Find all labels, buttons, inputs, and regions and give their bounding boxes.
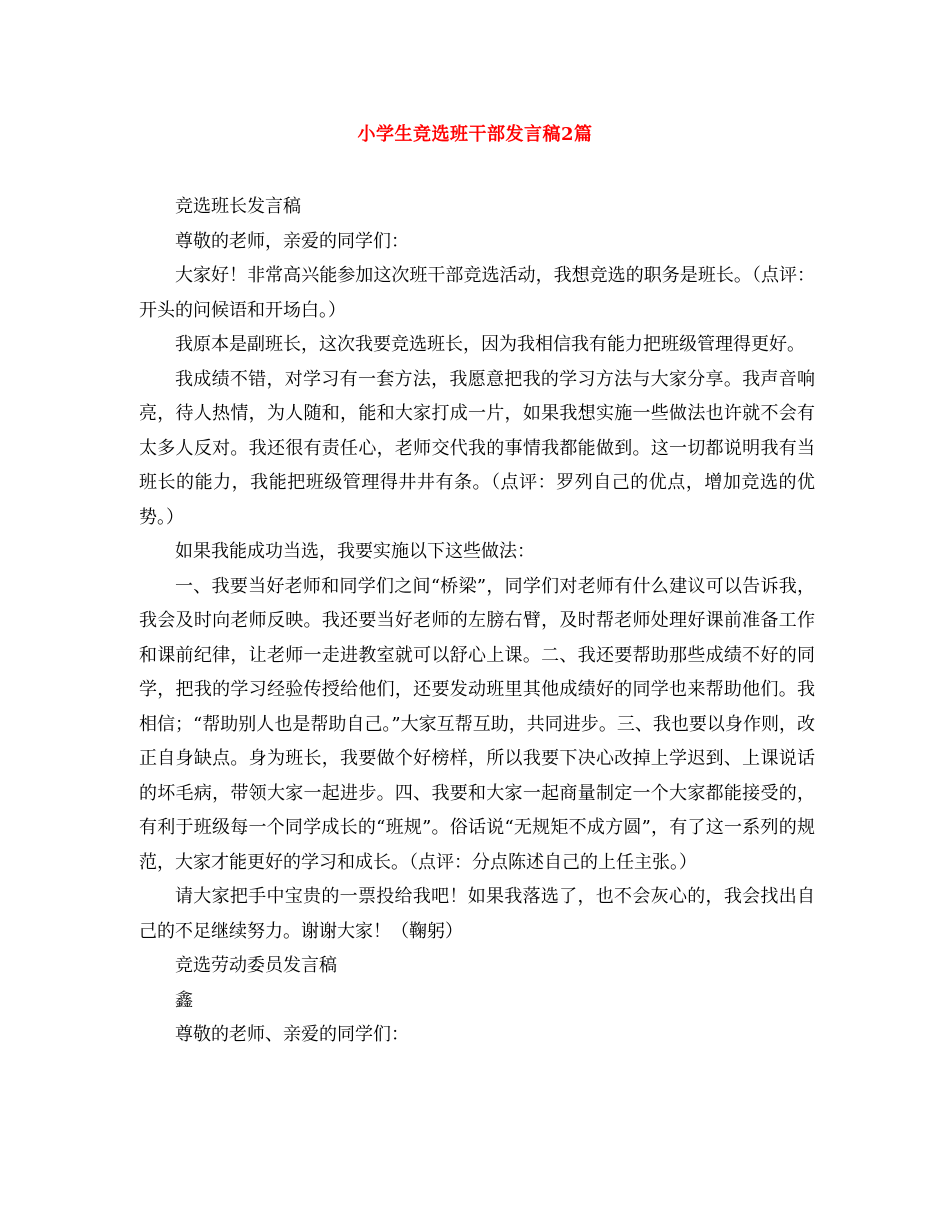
- paragraph-section-heading-monitor: 竞选班长发言稿: [175, 196, 301, 217]
- paragraph-plan-intro: 如果我能成功当选，我要实施以下这些做法：: [175, 541, 535, 562]
- document-body: [139, 190, 815, 1053]
- paragraph-strengths: 我成绩不错，对学习有一套方法，我愿意把我的学习方法与大家分享。我声音响亮，待人热情，为人随和，能和大家打成一片，如果我想实施一些做法也许就不会有太多人反对。我还很有责任心，老师交代我的事情我都能做到。这一切都说明我有当班长的能力，我能把班级管理得井井有条。（点评：罗列自己的优点，增加竞选的优势。）: [139, 368, 815, 528]
- paragraph-author: 鑫: [175, 989, 193, 1011]
- paragraph-opening: 大家好！非常高兴能参加这次班干部竞选活动，我想竞选的职务是班长。（点评：开头的问候语和开场白。）: [139, 265, 815, 321]
- document-title: 小学生竞选班干部发言稿2篇: [357, 124, 593, 145]
- paragraph-salutation-2: 尊敬的老师、亲爱的同学们：: [175, 1024, 409, 1045]
- paragraph-reason: 我原本是副班长，这次我要竞选班长，因为我相信我有能力把班级管理得更好。: [175, 334, 805, 355]
- paragraph-closing: 请大家把手中宝贵的一票投给我吧！如果我落选了，也不会灰心的，我会找出自己的不足继续努力。谢谢大家！（鞠躬）: [139, 886, 815, 942]
- paragraph-salutation: 尊敬的老师，亲爱的同学们：: [175, 230, 409, 252]
- paragraph-section-heading-labor: 竞选劳动委员发言稿: [175, 955, 337, 976]
- paragraph-plan-details: 一、我要当好老师和同学们之间“桥梁”，同学们对老师有什么建议可以告诉我，我会及时向老师反映。我还要当好老师的左膀右臂，及时帮老师处理好课前准备工作和课前纪律，让老师一走进教室就可以舒心上课。二、我还要帮助那些成绩不好的同学，把我的学习经验传授给他们，还要发动班里其他成绩好的同学也来帮助他们。我相信；“帮助别人也是帮助自己。”大家互帮互助，共同进步。三、我也要以身作则，改正自身缺点。身为班长，我要做个好榜样，所以我要下决心改掉上学迟到、上课说话的坏毛病，带领大家一起进步。四、我要和大家一起商量制定一个大家都能接受的，有利于班级每一个同学成长的“班规”。俗话说“无规矩不成方圆”，有了这一系列的规范，大家才能更好的学习和成长。（点评：分点陈述自己的上任主张。）: [139, 575, 815, 873]
